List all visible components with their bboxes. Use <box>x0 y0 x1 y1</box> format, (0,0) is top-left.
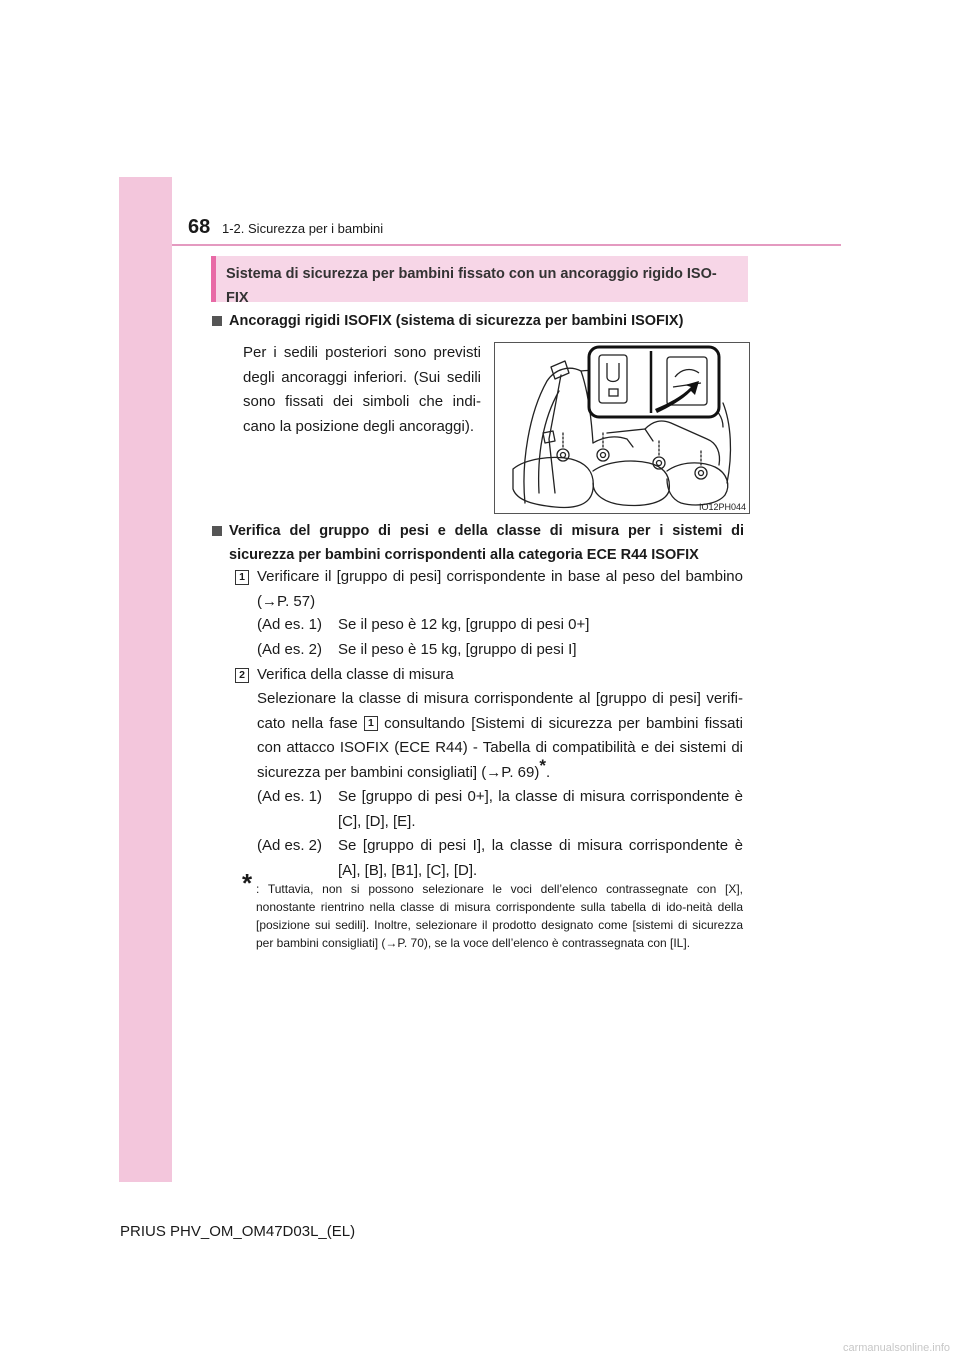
pink-sidebar <box>119 177 172 1182</box>
step-1-example-1-label: (Ad es. 1) <box>257 616 323 633</box>
step-1-text: Verificare il [gruppo di pesi] corrispondente in base al peso del bambino (→P. 57) <box>257 568 743 610</box>
page-number: 68 <box>188 216 211 238</box>
step-2-title: Verifica della classe di misura <box>257 666 454 683</box>
rear-seat-drawing <box>495 343 750 514</box>
step-2-example-2-text: Se [gruppo di pesi I], la classe di misura corrispondente è [A], [B], [B1], [C], [D]. <box>338 837 743 879</box>
header-rule <box>172 244 841 246</box>
square-bullet-icon <box>212 316 222 326</box>
footnote-text: : Tuttavia, non si possono selezionare le voci dell’elenco contrassegnate con [X], nonostante rientrino nella classe di misura corrispondente sulla tabella di ido-neità della [posizione sui sedili]. Inoltre, selezionare il prodotto designato come [sistemi di sicurezza per bambini consigliati] (→P. 70), se la voce dell’elenco è contrassegnata con [IL]. <box>256 882 743 950</box>
document-code: PRIUS PHV_OM_OM47D03L_(EL) <box>120 1223 356 1240</box>
step-1-example-2-text: Se il peso è 15 kg, [gruppo di pesi I] <box>338 641 577 658</box>
step-2-example-2-label: (Ad es. 2) <box>257 837 323 854</box>
square-bullet-icon <box>212 526 222 536</box>
step-2-text <box>257 687 743 785</box>
step-2-badge: 2 <box>235 668 249 683</box>
step-1-example-2-label: (Ad es. 2) <box>257 641 323 658</box>
step-1-inline-badge: 1 <box>364 716 378 731</box>
verification-heading: Verifica del gruppo di pesi e della classe di misura per i sistemi di sicurezza per bambini corrispondenti alla categoria ECE R44 ISOFIX <box>229 523 744 563</box>
step-2-example-1-text: Se [gruppo di pesi 0+], la classe di misura corrispondente è [C], [D], [E]. <box>338 788 743 830</box>
section-title-box <box>211 256 748 306</box>
footnote-star: * <box>539 755 546 775</box>
section-box-title: Sistema di sicurezza per bambini fissato con un ancoraggio rigido ISO-FIX <box>226 266 717 306</box>
section-title: 1-2. Sicurezza per i bambini <box>222 221 384 236</box>
figure-code: IO12PH044 <box>698 502 746 512</box>
watermark: carmanualsonline.info <box>842 1342 950 1354</box>
step-2-example-1-label: (Ad es. 1) <box>257 788 323 805</box>
step-1-example-1-text: Se il peso è 12 kg, [gruppo di pesi 0+] <box>338 616 590 633</box>
step-1-badge: 1 <box>235 570 249 585</box>
isofix-anchors-heading: Ancoraggi rigidi ISOFIX (sistema di sicurezza per bambini ISOFIX) <box>229 313 684 329</box>
footnote-marker: * <box>242 868 253 898</box>
rear-seat-isofix-illustration <box>494 342 750 514</box>
step-2-text-before: Selezionare la classe di misura corrispondente al [gruppo di pesi] verifi-cato nella fase <box>257 690 743 732</box>
isofix-anchors-text: Per i sedili posteriori sono previsti degli ancoraggi inferiori. (Sui sedili sono fissati dei simboli che indi-cano la posizione degli ancoraggi). <box>243 344 481 435</box>
step-2-text-after: consultando [Sistemi di sicurezza per bambini fissati con attacco ISOFIX (ECE R44) - Tabella di compatibilità e dei sistemi di sicurezza per bambini consigliati] (→P. 69) <box>257 714 744 781</box>
step-2-period: . <box>545 763 551 781</box>
